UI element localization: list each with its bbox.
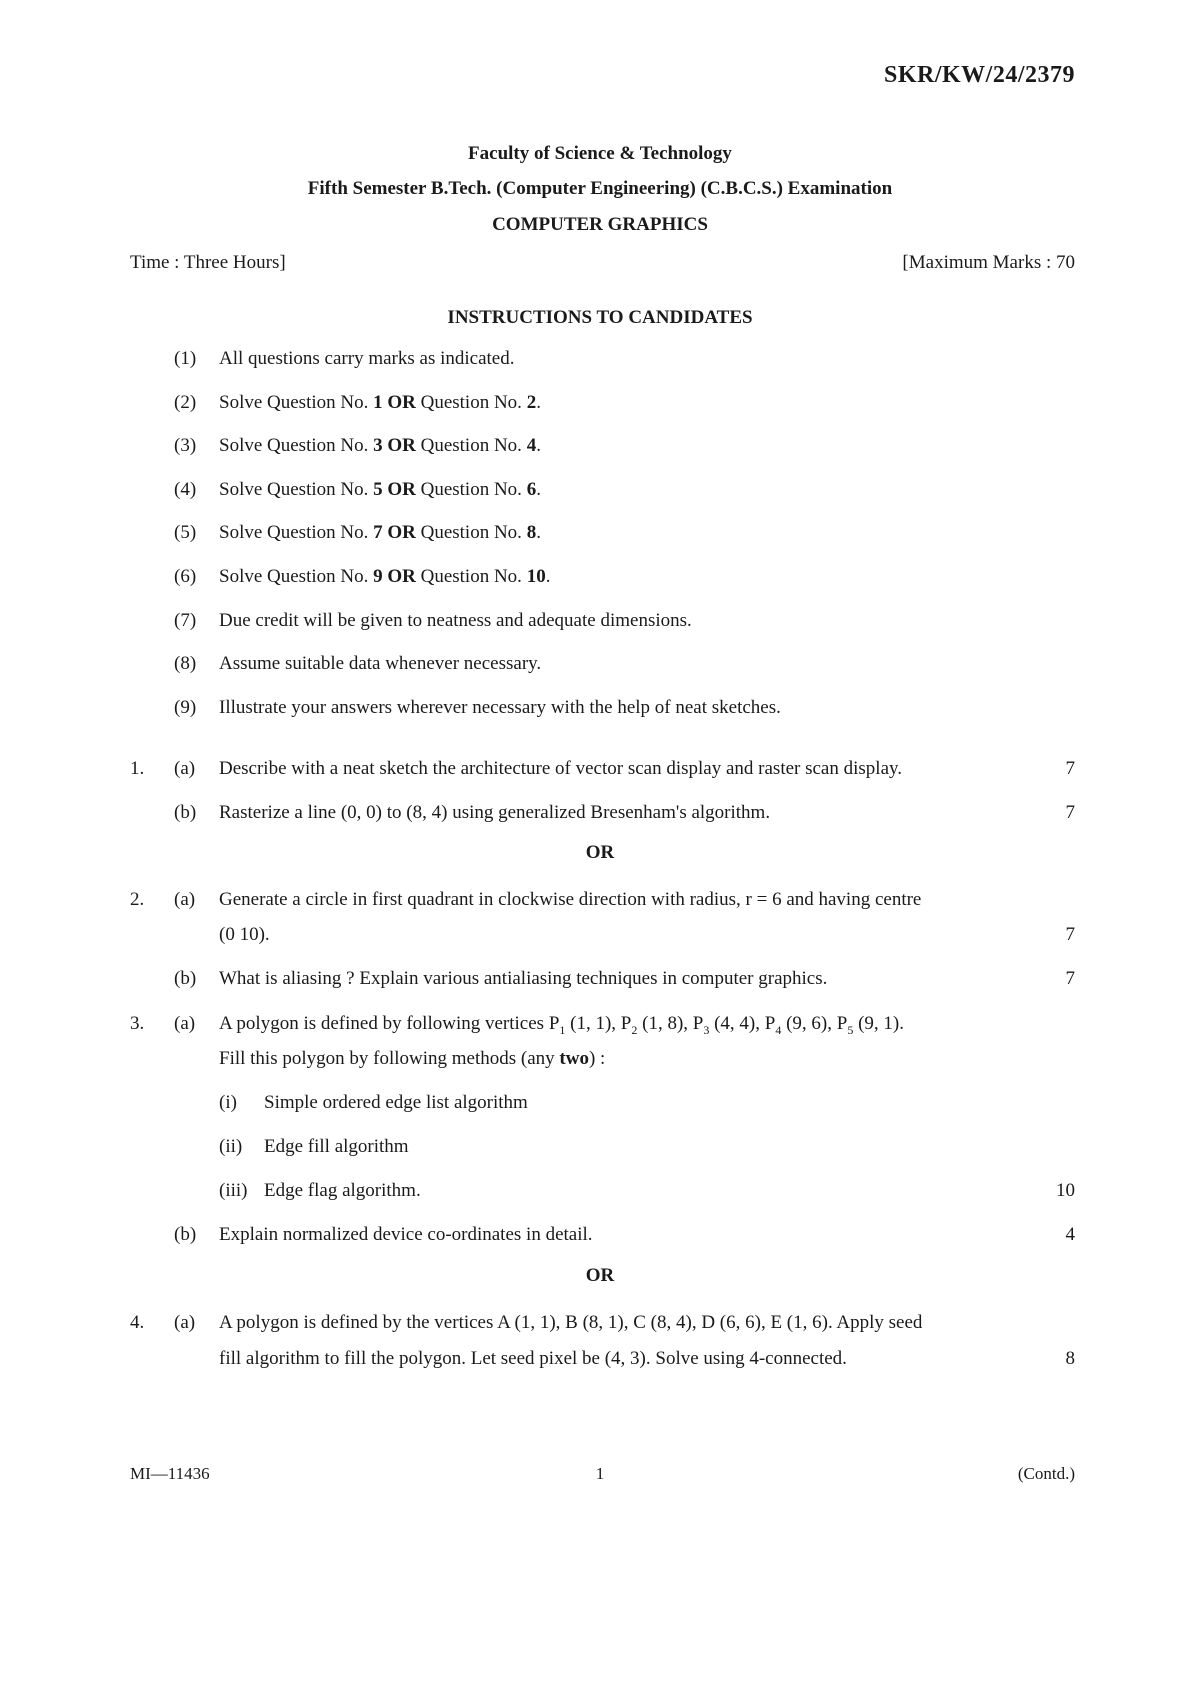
question-part: (b) xyxy=(174,1224,197,1245)
instruction-item xyxy=(0,348,1200,392)
question-text: Describe with a neat sketch the architecture of vector scan display and raster scan display. xyxy=(219,758,903,779)
instruction-text: Due credit will be given to neatness and adequate dimensions. xyxy=(219,609,692,631)
question-marks: 7 xyxy=(1065,758,1075,779)
question-marks: 7 xyxy=(1065,968,1075,989)
question-text: Explain normalized device co-ordinates in detail. xyxy=(219,1224,593,1245)
question-marks: 10 xyxy=(1056,1180,1075,1201)
instruction-text: All questions carry marks as indicated. xyxy=(219,348,515,369)
instruction-number: (4) xyxy=(174,478,197,500)
sub-option-text: Edge flag algorithm. xyxy=(264,1180,421,1201)
maximum-marks: [Maximum Marks : 70 xyxy=(902,252,1075,273)
question-text-continued: fill algorithm to fill the polygon. Let seed pixel be (4, 3). Solve using 4-connected. xyxy=(219,1348,847,1369)
question-text-continued: (0 10). xyxy=(219,924,270,945)
exam-duration: Time : Three Hours] xyxy=(130,252,286,273)
instruction-item xyxy=(0,435,1200,479)
page-number: 1 xyxy=(595,1464,605,1483)
instruction-item xyxy=(0,566,1200,610)
instruction-text: Illustrate your answers wherever necessary with the help of neat sketches. xyxy=(219,696,781,718)
question-text: Rasterize a line (0, 0) to (8, 4) using generalized Bresenham's algorithm. xyxy=(219,802,771,823)
instructions-heading: INSTRUCTIONS TO CANDIDATES xyxy=(447,307,753,328)
instruction-text: Solve Question No. 5 OR Question No. 6. xyxy=(219,478,541,500)
instruction-text: Solve Question No. 1 OR Question No. 2. xyxy=(219,391,541,413)
instruction-item xyxy=(0,522,1200,566)
instruction-item xyxy=(0,392,1200,436)
or-divider: OR xyxy=(585,842,615,863)
instruction-number: (9) xyxy=(174,696,197,718)
instruction-number: (2) xyxy=(174,391,197,413)
instructions-list xyxy=(0,348,1200,740)
question-marks: 7 xyxy=(1065,924,1075,945)
instruction-text: Solve Question No. 7 OR Question No. 8. xyxy=(219,522,541,544)
question-text: What is aliasing ? Explain various antialiasing techniques in computer graphics. xyxy=(219,968,828,989)
question-number: 4. xyxy=(130,1312,145,1333)
vertex: $P_5$ (9, 1). xyxy=(836,1013,904,1037)
instruction-number: (3) xyxy=(174,435,197,457)
sub-option-text: Simple ordered edge list algorithm xyxy=(264,1092,528,1113)
question-part: (a) xyxy=(174,1013,196,1034)
faculty-title: Faculty of Science & Technology xyxy=(468,143,732,164)
continued-label: (Contd.) xyxy=(1017,1464,1075,1483)
paper-serial-code: MI—11436 xyxy=(130,1464,210,1483)
instruction-text: Assume suitable data whenever necessary. xyxy=(219,653,542,675)
question-text: Generate a circle in first quadrant in clockwise direction with radius, r = 6 and having centre xyxy=(219,889,922,910)
question-number: 2. xyxy=(130,889,145,910)
question-part: (b) xyxy=(174,968,197,989)
question-text: A polygon is defined by following vertices $P_1$ (1, 1), $P_2$ (1, 8), $P_3$ (4, 4), $P_4$ (9, 6), $P_5$ (9, 1). xyxy=(219,1013,904,1037)
question-number: 3. xyxy=(130,1013,145,1034)
question-number: 1. xyxy=(130,758,145,779)
paper-code: SKR/KW/24/2379 xyxy=(883,62,1075,88)
vertex: $P_2$ (1, 8), xyxy=(620,1013,689,1037)
exam-title: Fifth Semester B.Tech. (Computer Engineering) (C.B.C.S.) Examination xyxy=(307,178,893,199)
question-marks: 4 xyxy=(1065,1224,1075,1245)
subject-title: COMPUTER GRAPHICS xyxy=(492,214,708,235)
question-part: (a) xyxy=(174,758,196,779)
sub-option-number: (ii) xyxy=(219,1136,243,1157)
sub-option-text: Edge fill algorithm xyxy=(264,1136,409,1157)
vertex: $P_4$ (9, 6), xyxy=(764,1013,832,1037)
instruction-number: (6) xyxy=(174,565,197,587)
instruction-item xyxy=(0,697,1200,741)
question-text-continued: Fill this polygon by following methods (any two) : xyxy=(219,1048,606,1069)
question-marks: 8 xyxy=(1065,1348,1075,1369)
question-marks: 7 xyxy=(1065,802,1075,823)
question-part: (a) xyxy=(174,889,196,910)
instruction-item xyxy=(0,653,1200,697)
instruction-number: (5) xyxy=(174,522,197,544)
instruction-number: (1) xyxy=(174,348,197,369)
question-part: (a) xyxy=(174,1312,196,1333)
instruction-text: Solve Question No. 3 OR Question No. 4. xyxy=(219,435,541,457)
instruction-text: Solve Question No. 9 OR Question No. 10. xyxy=(219,565,551,587)
instruction-item xyxy=(0,610,1200,654)
sub-option-number: (iii) xyxy=(219,1180,248,1201)
instruction-number: (8) xyxy=(174,653,197,675)
sub-option-number: (i) xyxy=(219,1092,237,1113)
or-divider: OR xyxy=(585,1265,615,1286)
question-part: (b) xyxy=(174,802,197,823)
instruction-number: (7) xyxy=(174,609,197,631)
vertex: $P_3$ (4, 4), xyxy=(692,1013,761,1037)
vertex: $P_1$ (1, 1), xyxy=(548,1013,617,1037)
question-text: A polygon is defined by the vertices A (1, 1), B (8, 1), C (8, 4), D (6, 6), E (1, 6). Apply seed xyxy=(219,1312,923,1333)
instruction-item xyxy=(0,479,1200,523)
